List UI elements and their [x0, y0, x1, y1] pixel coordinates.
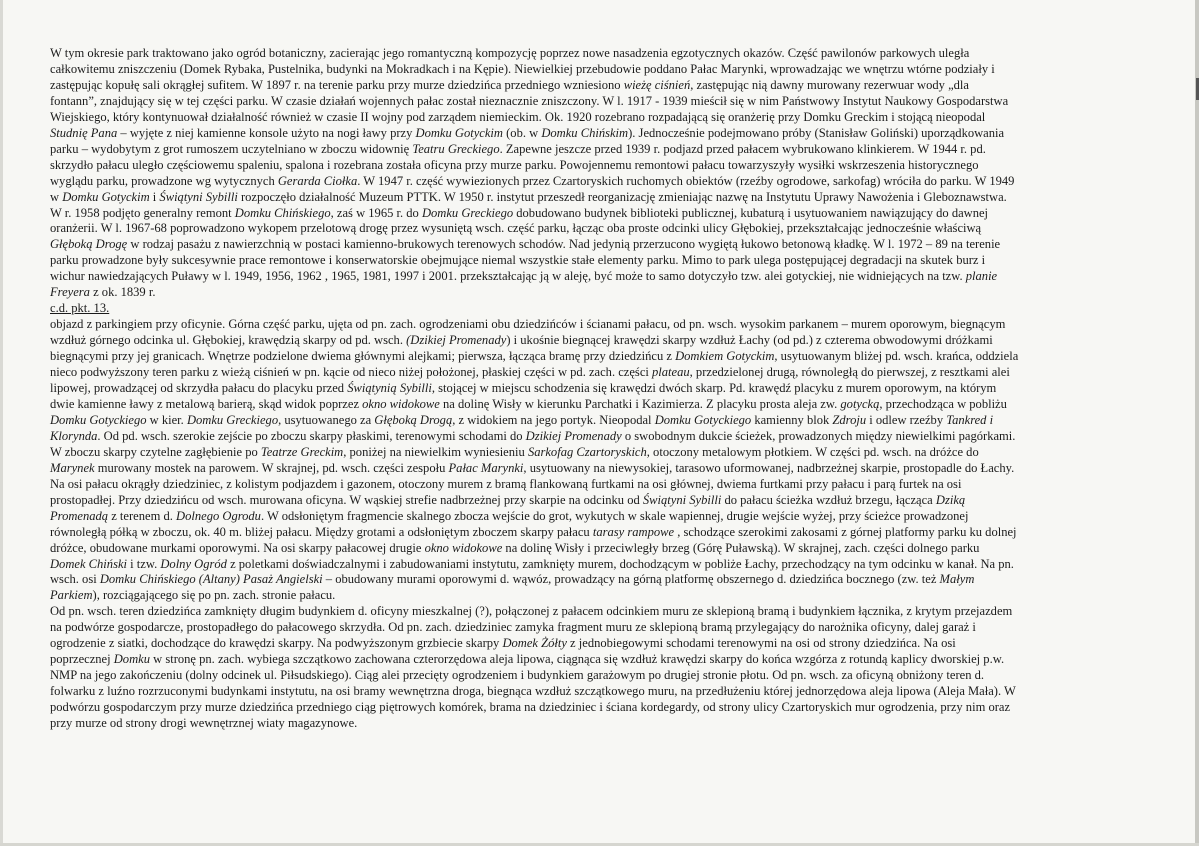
text-segment: podwórzu gospodarczym przy murze dziedzińca przedniego ciąg piętrowych komórek, brama na dziedziniec i ściana kordegardy, od strony ulicy Czartoryskich mur ogrodzenia, przy nim oraz [50, 700, 1011, 715]
text-segment: , stojącej w miejscu schodzenia się krawędzi dwóch skarp. Pd. krawędź placyku z murem oporowym, na którym [431, 381, 997, 396]
text-segment: , schodzące szerokimi zakosami z górnej platformy parku ku dolnej [674, 524, 1017, 539]
text-segment: , z widokiem na jego portyk. Nieopodal [452, 412, 655, 427]
text-segment: o swobodnym dukcie ścieżek, prowadzonych między niewielkimi pagórkami. [621, 428, 1016, 443]
italic-name: Studnię Pana [50, 125, 118, 140]
text-line [50, 253, 1175, 269]
italic-name: Świątyni Sybilli [642, 492, 722, 507]
text-line [50, 269, 1175, 285]
text-segment: dwie kamienne ławy z metalową barierą, skąd widok poprzez [50, 396, 363, 411]
italic-name: Domku Greckiego [186, 412, 279, 427]
italic-name: Domku Chińskim [541, 125, 629, 140]
text-segment: oranżerii. W l. 1967-68 poprowadzono wykopem przelotową drogę przez wysuniętą wsch. część parku, łącząc oba proste odcinki ulicy Głębokiej, przekształcając jednocześnie właściwą [50, 221, 982, 236]
text-segment: do pałacu ścieżka wzdłuż brzegu, łącząca [721, 492, 936, 507]
text-segment: , usytuowany na niewysokiej, tarasowo uformowanej, nadbrzeżnej skarpie, prostopadle do Łachy. [523, 460, 1015, 475]
text-segment: . W odsłoniętym fragmencie skalnego zbocza wejście do grot, wykutych w skale wapiennej, drugie wejście wyżej, przy ścieżce prowadzonej [260, 508, 969, 523]
text-segment: Wiejskiego, który kontynuował działalność również w czasie II wojny pod zarządem niemieckim. Ok. 1920 rozebrano rozpadającą się oranżerię przy Domku Greckim i stojącą nieopodal [50, 109, 986, 124]
italic-name: Domek Chiński [50, 556, 128, 571]
text-segment: w kier. [146, 412, 187, 427]
text-segment: wyglądu parku, prowadzone wg wytycznych [50, 173, 278, 188]
italic-name: Pałac Marynki [448, 460, 524, 475]
text-segment: Na osi pałacu okrągły dziedziniec, z kolistym podjazdem i gazonem, otoczony murem z bramą flankowaną furtkami na osi głównej, dwiema furtkami przy pałacu i parą furtek na osi [50, 476, 962, 491]
text-segment: , usytuowanym bliżej pd. wsch. krańca, oddziela [774, 349, 1019, 364]
text-segment: . Od pd. wsch. szerokie zejście po zboczu skarpy płaskimi, terenowymi schodami do [97, 428, 526, 443]
text-segment: objazd z parkingiem przy oficynie. Górna część parku, ujęta od pn. zach. ogrodzeniami obu dziedzińców i ścianami pałacu, od pn. wsch. wysokim parkanem – murem oporowym, biegnącym [50, 317, 1006, 332]
text-line [50, 477, 1175, 493]
text-segment: parku prowadzone były sukcesywnie prace remontowe i konserwatorskie obejmujące niemal wszystkie stałe elementy parku. Mimo to park ulega postępującej degradacji na skutek burz i [50, 253, 986, 268]
text-line [50, 158, 1175, 174]
text-line [50, 668, 1175, 684]
text-line [50, 557, 1175, 573]
text-line [50, 541, 1175, 557]
text-segment: parku – wydobytym z grot rumoszem uczytelniano w zboczu widownię [50, 141, 413, 156]
italic-name: Głęboką Drogę [50, 237, 128, 252]
section-label-para [50, 301, 1175, 317]
text-segment: murowany mostek na parowem. W skrajnej, pd. wsch. części zespołu [94, 460, 449, 475]
italic-name: Świątyni Sybilli [159, 189, 238, 204]
italic-name: Dolny Ogród [160, 556, 227, 571]
text-line [50, 620, 1175, 636]
text-line [50, 716, 1175, 732]
text-line [50, 190, 1175, 206]
text-line [50, 604, 1175, 620]
italic-name: Teatru Greckiego [412, 141, 500, 156]
italic-name: Dziką [935, 492, 966, 507]
italic-name: okno widokowe [424, 540, 503, 555]
text-segment: Od pn. wsch. teren dziedzińca zamknięty długim budynkiem d. oficyny mieszkalnej (?), połączonej z pałacem odcinkiem muru ze sklepioną bramą i budynkiem łącznika, z krytym przejazdem [50, 604, 1013, 619]
text-segment: ), rozciągającego się po pn. zach. stronie pałacu. [92, 588, 336, 603]
italic-name: Domku Greckiego [421, 205, 514, 220]
text-line [50, 397, 1175, 413]
text-segment: na dolinę Wisły w kierunku Parchatki i Kazimierza. Z placyku prosta aleja zw. [439, 396, 841, 411]
text-segment: , usytuowanego za [278, 412, 375, 427]
text-segment: z terenem d. [108, 508, 177, 523]
text-line [50, 684, 1175, 700]
italic-name: planie [965, 269, 998, 284]
text-line [50, 142, 1175, 158]
italic-name: Freyera [50, 285, 90, 300]
text-segment: prostopadłej. Przy dziedzińcu od wsch. murowana oficyna. W wąskiej strefie nadbrzeżnej przy skarpie na odcinku od [50, 492, 643, 507]
italic-name: Małym [939, 572, 975, 587]
text-segment: (ob. w [502, 125, 542, 140]
italic-name: Domku Chińskiego (Altany) Pasaż Angielski [99, 572, 323, 587]
text-segment: w stronę pn. zach. wybiega szczątkowo zachowana czterorzędowa aleja lipowa, ciągnąca się wzdłuż krawędzi skarpy do końca wzgórza z rotundą kaplicy dworskiej p.w. [150, 652, 1005, 667]
text-segment: ) i ukośnie biegnącej krawędzi skarpy wzdłuż Łachy (od pd.) z czterema obwodowymi dróżkami [506, 333, 993, 348]
text-line [50, 94, 1175, 110]
text-segment: – wyjęte z niej kamienne konsole użyto na nogi ławy przy [117, 125, 416, 140]
text-line [50, 174, 1175, 190]
text-segment: W tym okresie park traktowano jako ogród botaniczny, zacierając jego romantyczną kompozycję poprzez nowe nasadzenia egzotycznych okazów. Część pawilonów parkowych uległa [50, 46, 970, 60]
text-line [50, 445, 1175, 461]
text-segment: rozpoczęło działalność Muzeum PTTK. W 1950 r. instytut przeszedł reorganizację zmieniając nazwę na Instytutu Uprawy Nawożenia i Gleboznawstwa. [237, 189, 1007, 204]
italic-name: Teatrze Greckim [260, 444, 344, 459]
text-line [50, 461, 1175, 477]
text-segment: biegnącymi przy jej granicach. Wnętrze podzielone dwiema głównymi alejkami; pierwsza, łącząca bramę przy dziedzińcu z [50, 349, 676, 364]
text-segment: na podwórze gospodarcze, prostopadłego do pałacowego skrzydła. Od pn. zach. dziedziniec zamyka fragment muru ze sklepioną bramą przylegający do narożnika oficyny, dalej garaż i [50, 620, 976, 635]
text-segment: równoległą półką w zboczu, ok. 40 m. bliżej pałacu. Między grotami a odsłoniętym zboczem skarpy pałacu [50, 524, 593, 539]
text-line [50, 365, 1175, 381]
text-segment: i [149, 189, 160, 204]
text-segment: wichur nawiedzających Puławy w l. 1949, 1956, 1962 , 1965, 1981, 1997 i 2001. przekształcając ją w aleję, być może to samo dotyczyło tzw. alei gotyckiej, nie widniejących na tzw. [50, 269, 966, 284]
italic-name: Domkiem Gotyckim [675, 349, 775, 364]
text-segment: na dolinę Wisły i przeciwległy brzeg (Górę Puławską). W skrajnej, zach. części dolnego parku [502, 540, 980, 555]
italic-name: Dzikiej Promenady [525, 428, 622, 443]
text-line [50, 78, 1175, 94]
italic-name: okno widokowe [362, 396, 440, 411]
text-line [50, 333, 1175, 349]
paragraph-farmyard [50, 604, 1175, 732]
text-segment: folwarku z luźno rozrzuconymi budynkami instytutu, na osi bramy wewnętrzna droga, biegnąca wzdłuż szczątkowego muru, na przedłużeniu której jednorzędowa aleja lipowa (Aleja Mała). W [50, 684, 1016, 699]
text-segment: dobudowano budynek biblioteki publicznej, kubaturą i usytuowaniem nawiązujący do dawnej [513, 205, 989, 220]
section-label: c.d. pkt. 13. [50, 301, 110, 316]
text-segment: z jednobiegowymi schodami terenowymi na osi od strony dziedzińca. Na osi [566, 636, 956, 651]
text-segment: wzdłuż górnego odcinka ul. Głębokiej, krawędzią skarpy od pd. wsch. [50, 333, 407, 348]
text-line [50, 62, 1175, 78]
text-segment: W r. 1958 podjęto generalny remont [50, 205, 235, 220]
text-segment: wsch. osi [50, 572, 100, 587]
text-segment: . W 1947 r. część wywiezionych przez Czartoryskich ruchomych obiektów (rzeźby ogrodowe, sarkofag) wróciła do parku. W 1949 [357, 173, 1015, 188]
scan-page-edge-left [0, 0, 3, 846]
document-text [50, 46, 1175, 732]
italic-name: Domek Żółty [502, 636, 567, 651]
text-line [50, 700, 1175, 716]
italic-name: Marynek [50, 460, 95, 475]
text-segment: . Zapewne jeszcze przed 1939 r. podjazd przed pałacem wybrukowano klinkierem. W 1944 r. pd. [499, 141, 986, 156]
text-segment: ). Jednocześnie podejmowano próby (Stanisław Goliński) uporządkowania [628, 125, 1005, 140]
text-line [50, 317, 1175, 333]
text-line [50, 525, 1175, 541]
italic-name: Domku Gotyckim [415, 125, 503, 140]
paragraph-description [50, 317, 1175, 604]
italic-name: gotycką [840, 396, 880, 411]
text-segment: , przedzielonej drugą, równoległą do pierwszej, z resztkami alei [689, 365, 1010, 380]
text-segment: w rodzaj pasażu z nawierzchnią w postaci kamienno-brukowych terenowych schodów. Nad jedynią przerzucono wygiętą łukowo betonową kładkę. W l. 1972 – 89 na terenie [127, 237, 1001, 252]
italic-name: Promenadą [50, 508, 109, 523]
text-segment: skrzydło pałacu uległo częściowemu spaleniu, spalona i rozebrana została oficyna przy murze parku. Powojennemu remontowi pałacu towarzyszyły wysiłki wskrzeszenia historycznego [50, 157, 979, 172]
italic-name: Klorynda [50, 428, 98, 443]
text-segment: NMP na jego zakończeniu (dolny odcinek ul. Piłsudskiego). Ciąg alei przecięty ogrodzeniem i budynkiem garażowym po drugiej stronie płotu. Od pn. wsch. za oficyną obniżony teren d. [50, 668, 985, 683]
italic-name: Domku Chińskiego [234, 205, 331, 220]
italic-name: Domku [113, 652, 150, 667]
italic-name: Sarkofag Czartoryskich [527, 444, 647, 459]
italic-name: Tankred i [946, 412, 994, 427]
text-line [50, 126, 1175, 142]
text-segment: przy murze od strony drogi wewnętrznej wiaty magazynowe. [50, 716, 358, 731]
text-segment: , poniżej na niewielkim wyniesieniu [343, 444, 528, 459]
text-line [50, 46, 1175, 62]
text-line [50, 429, 1175, 445]
text-segment: poprzecznej [50, 652, 114, 667]
text-segment: , zaś w 1965 r. do [330, 205, 422, 220]
text-line [50, 237, 1175, 253]
text-line [50, 572, 1175, 588]
text-line [50, 206, 1175, 222]
italic-name: wieżę ciśnień [623, 77, 691, 92]
italic-name: (Dzikiej Promenady [406, 333, 507, 348]
text-segment: dróżce, obudowane murkami oporowymi. Na osi skarpy pałacowej drugie [50, 540, 425, 555]
text-segment: z poletkami doświadczalnymi i zabudowaniami instytutu, zamknięty murem, dochodzącym w pobliże Łachy, przechodzący na tym odcinku w kanał. Na pn. [226, 556, 1014, 571]
text-segment: fontann”, znajdujący się w tej części parku. W czasie działań wojennych pałac został nieznacznie zniszczony. W l. 1917 - 1939 mieścił się w nim Państwowy Instytut Naukowy Gospodarstwa [50, 93, 1009, 108]
italic-name: Domku Gotyckiego [654, 412, 752, 427]
italic-name: Głęboką Drogą [374, 412, 453, 427]
italic-name: Parkiem [50, 588, 93, 603]
text-segment: i odlew rzeźby [866, 412, 947, 427]
text-line [50, 509, 1175, 525]
text-segment: , otoczony metalowym płotkiem. W części pd. wsch. na dróżce do [646, 444, 979, 459]
text-segment: nieco podwyższony teren parku z wieżą ciśnień w pn. kącie od nieco niżej położonej, płaskiej części w pd. zach. części [50, 365, 653, 380]
paragraph-history [50, 46, 1175, 301]
text-segment: ogrodzenie z siatki, dochodzące do krawędzi skarpy. Na podwyższonym grzbiecie skarpy [50, 636, 503, 651]
text-segment: z ok. 1839 r. [89, 285, 156, 300]
italic-name: Świątynią Sybilli [347, 381, 432, 396]
text-segment: i tzw. [127, 556, 161, 571]
text-segment: zastępując kopułę sali okrągłej sufitem. W 1897 r. na terenie parku przy murze dziedzińca przedniego wzniesiono [50, 77, 624, 92]
text-line [50, 381, 1175, 397]
text-line [50, 588, 1175, 604]
text-segment: kamienny blok [751, 412, 833, 427]
scan-page-edge-right [1195, 0, 1199, 846]
text-line [50, 349, 1175, 365]
text-segment: , przechodząca w pobliżu [879, 396, 1007, 411]
text-line [50, 285, 1175, 301]
italic-name: Domku Gotyckim [62, 189, 150, 204]
text-segment: , zastępując nią dawny murowany rezerwuar wody „dla [690, 77, 969, 92]
text-segment: w [50, 189, 63, 204]
italic-name: tarasy rampowe [592, 524, 675, 539]
text-line [50, 493, 1175, 509]
text-line [50, 221, 1175, 237]
text-segment: całkowitemu zniszczeniu (Domek Rybaka, Pustelnika, budynki na Mokradkach i na Kępie). Niewielkiej przebudowie poddano Pałac Marynki, wprowadzając we wnętrzu wtórne podziały i [50, 61, 995, 76]
text-line [50, 652, 1175, 668]
text-segment: W zboczu skarpy czytelne zagłębienie po [50, 444, 261, 459]
italic-name: Gerarda Ciołka [277, 173, 358, 188]
text-line [50, 413, 1175, 429]
italic-name: plateau [652, 365, 690, 380]
text-segment: – obudowany murami oporowymi d. wąwóz, prowadzący na górną platformę obszernego d. dziedzińca bocznego (zw. też [322, 572, 940, 587]
italic-name: Domku Gotyckiego [50, 412, 147, 427]
text-line [50, 636, 1175, 652]
italic-name: Zdroju [832, 412, 867, 427]
text-line [50, 110, 1175, 126]
text-segment: lipowej, prowadzącej od skrzydła pałacu do placyku przed [50, 381, 348, 396]
italic-name: Dolnego Ogrodu [176, 508, 261, 523]
